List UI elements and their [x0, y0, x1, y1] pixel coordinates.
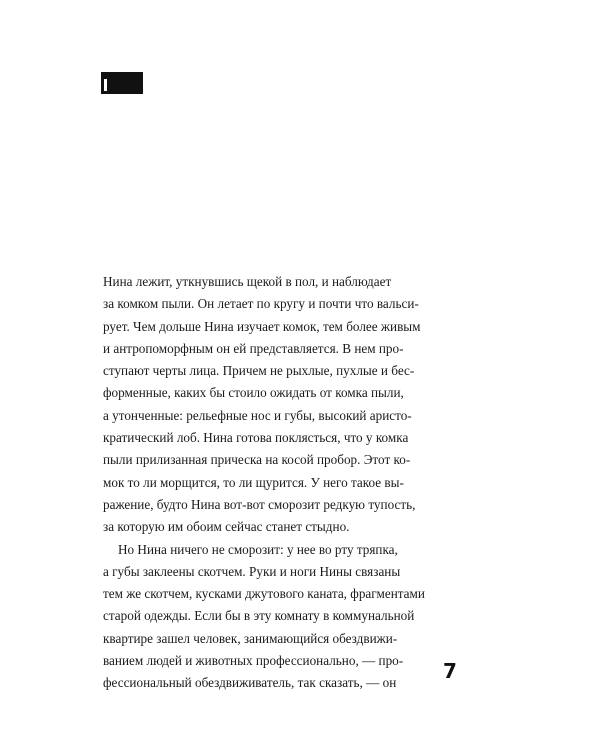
paragraph-1 [103, 271, 461, 539]
text-line: кратический лоб. Нина готова поклясться, что у комка [103, 430, 409, 446]
text-line: а губы заклеены скотчем. Руки и ноги Нины связаны [103, 563, 401, 579]
text-line: форменные, каких бы стоило ожидать от комка пыли, [103, 385, 404, 401]
text-line: ражение, будто Нина вот-вот сморозит редкую тупость, [103, 496, 416, 512]
text-line: тем же скотчем, кусками джутового каната, фрагментами [103, 586, 425, 602]
text-line: и антропоморфным он ей представляется. В нем про- [103, 340, 404, 356]
text-line: ступают черты лица. Причем не рыхлые, пухлые и бес- [103, 363, 415, 379]
text-line: квартире зашел человек, занимающийся обездвижи- [103, 630, 398, 646]
text-line: ванием людей и животных профессионально, — про- [103, 653, 404, 669]
body-text [103, 271, 461, 695]
text-line: мок то ли морщится, то ли щурится. У него такое вы- [103, 474, 404, 490]
text-line: а утонченные: рельефные нос и губы, высокий аристо- [103, 407, 412, 423]
text-line: за комком пыли. Он летает по кругу и почти что вальси- [103, 296, 419, 312]
paragraph-2 [103, 539, 461, 695]
text-line: пыли прилизанная прическа на косой пробор. Этот ко- [103, 452, 411, 468]
text-line: фессиональный обездвиживатель, так сказать, — он [103, 675, 397, 691]
chapter-marker-stroke [104, 79, 107, 91]
text-line: за которую им обоим сейчас станет стыдно. [103, 519, 350, 535]
text-line: Но Нина ничего не сморозит: у нее во рту тряпка, [118, 541, 398, 557]
text-line: старой одежды. Если бы в эту комнату в коммунальной [103, 608, 415, 624]
page-number: 7 [443, 659, 457, 683]
chapter-marker-icon [101, 72, 143, 94]
text-line: Нина лежит, уткнувшись щекой в пол, и наблюдает [103, 274, 392, 289]
text-line: рует. Чем дольше Нина изучает комок, тем более живым [103, 318, 421, 334]
